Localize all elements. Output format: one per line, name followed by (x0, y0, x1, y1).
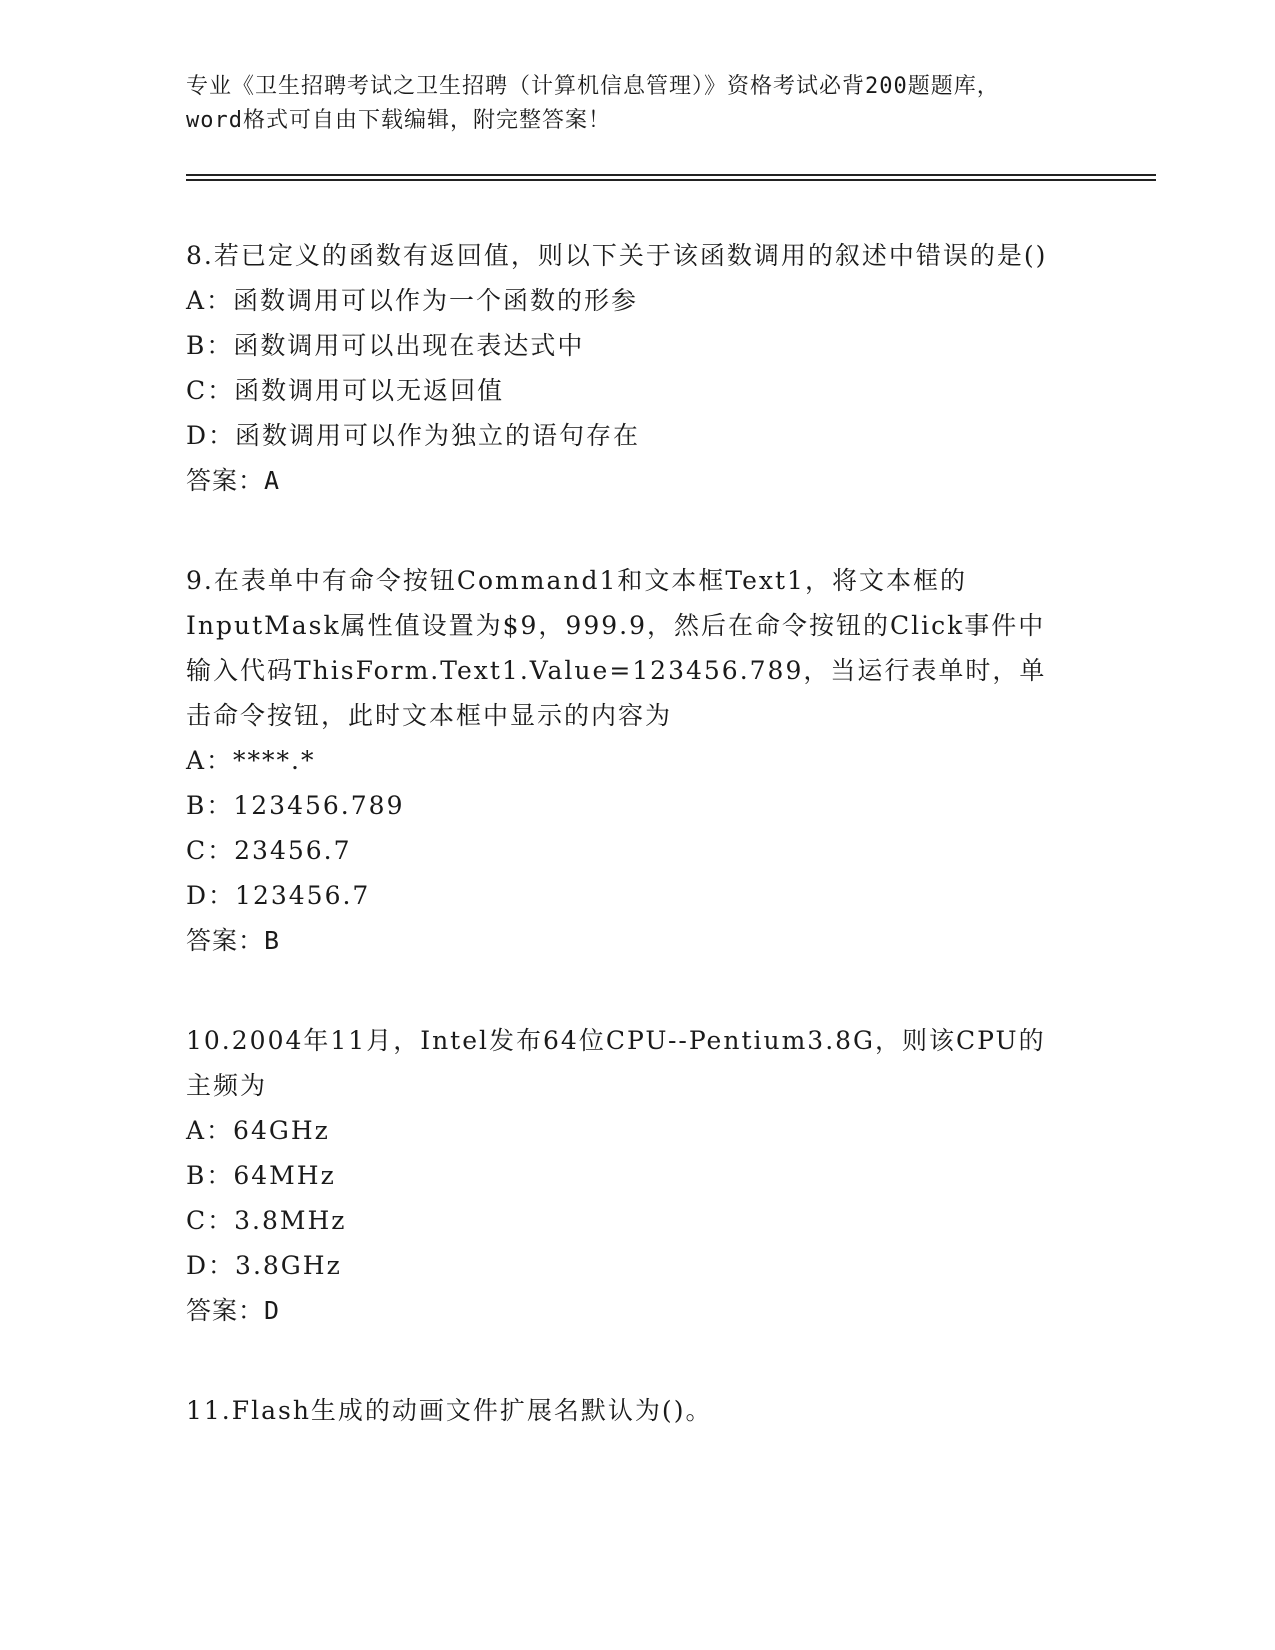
answer-label: 答案：B (186, 926, 281, 955)
header-line-2: word格式可自由下载编辑，附完整答案！ (186, 108, 611, 133)
question-8 (186, 233, 1156, 504)
question-11 (186, 1388, 1156, 1433)
option-d: D：函数调用可以作为独立的语句存在 (186, 421, 641, 450)
option-a: A：****.* (186, 746, 316, 775)
question-9 (186, 558, 1156, 964)
document-page (186, 70, 1156, 1433)
question-text: 10.2004年11月，Intel发布64位CPU--Pentium3.8G，则该CPU的主频为 (186, 1026, 1046, 1100)
header-line-1: 专业《卫生招聘考试之卫生招聘（计算机信息管理）》资格考试必背200题题库， (186, 74, 1000, 99)
answer-label: 答案：A (186, 466, 281, 495)
header-divider (186, 174, 1156, 181)
option-c: C：3.8MHz (186, 1206, 347, 1235)
question-text: 8.若已定义的函数有返回值，则以下关于该函数调用的叙述中错误的是() (186, 241, 1048, 270)
question-text: 11.Flash生成的动画文件扩展名默认为()。 (186, 1396, 713, 1425)
option-b: B：函数调用可以出现在表达式中 (186, 331, 585, 360)
option-d: D：123456.7 (186, 881, 371, 910)
option-a: A：函数调用可以作为一个函数的形参 (186, 286, 639, 315)
option-c: C：函数调用可以无返回值 (186, 376, 505, 405)
option-c: C：23456.7 (186, 836, 352, 865)
option-b: B：123456.789 (186, 791, 405, 820)
question-text: 9.在表单中有命令按钮Command1和文本框Text1，将文本框的InputMask属性值设置为$9，999.9，然后在命令按钮的Click事件中输入代码ThisForm.Text1.Value=123456.789，当运行表单时，单击命令按钮，此时文本框中显示的内容为 (186, 566, 1047, 730)
question-10 (186, 1018, 1156, 1334)
option-a: A：64GHz (186, 1116, 330, 1145)
option-b: B：64MHz (186, 1161, 336, 1190)
option-d: D：3.8GHz (186, 1251, 342, 1280)
document-header (186, 70, 1086, 138)
answer-label: 答案：D (186, 1296, 281, 1325)
